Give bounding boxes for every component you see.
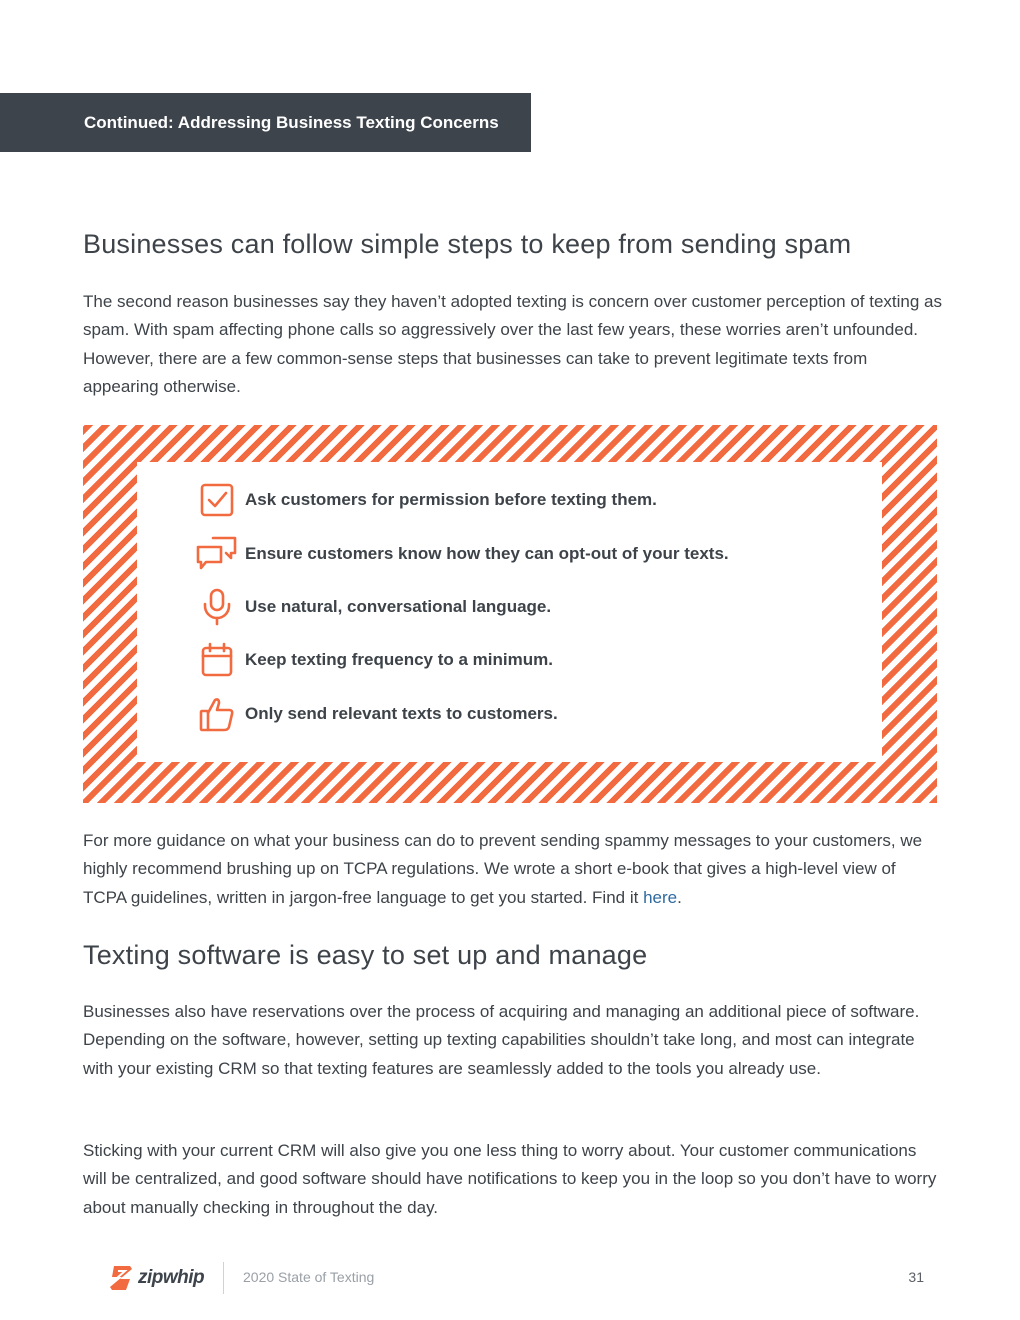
brand-name: zipwhip — [138, 1267, 205, 1288]
zipwhip-logo-icon — [108, 1264, 134, 1292]
guidance-text: For more guidance on what your business can do to prevent sending spammy messages to your customers, we highly recommend brushing up on TCPA regulations. We wrote a short e-book that gives a high-level view of TCPA guidelines, written in jargon-free language to get you started. Find it — [83, 831, 923, 907]
section2-paragraph-1: Businesses also have reservations over the process of acquiring and managing an additional piece of software. Depending on the software, however, setting up texting capabilities shouldn’t take long, and most can integrate with your existing CRM so that texting features are seamlessly added to the tools you already use. — [83, 1002, 920, 1078]
page-footer — [0, 1260, 1020, 1296]
tip-text: Only send relevant texts to customers. — [245, 704, 558, 723]
here-link[interactable]: here — [643, 887, 678, 907]
guidance-paragraph — [83, 827, 943, 912]
section2-heading: Texting software is easy to set up and manage — [83, 940, 648, 970]
footer-divider — [223, 1262, 224, 1294]
tips-callout — [83, 425, 937, 803]
section1-heading: Businesses can follow simple steps to keep from sending spam — [83, 229, 852, 259]
tip-item-permission — [195, 480, 657, 520]
microphone-icon — [195, 587, 239, 627]
tip-item-opt-out — [195, 534, 729, 574]
section2-paragraph-2: Sticking with your current CRM will also give you one less thing to worry about. Your customer communications will be centralized, and good software should have notifications to keep you in the loop so you don’t have to worry about manually checking in throughout the day. — [83, 1141, 937, 1217]
tip-item-relevant — [195, 694, 558, 734]
section1-paragraph: The second reason businesses say they haven’t adopted texting is concern over customer perception of texting as spam. With spam affecting phone calls so aggressively over the last few years, these worries aren’t unfounded. However, there are a few common-sense steps that businesses can take to prevent legitimate texts from appearing otherwise. — [83, 292, 942, 396]
thumbs-up-icon — [195, 694, 239, 734]
page-number: 31 — [908, 1269, 924, 1285]
tip-item-frequency — [195, 640, 553, 680]
guidance-end: . — [677, 887, 682, 907]
tip-text: Ask customers for permission before texting them. — [245, 490, 657, 509]
tip-text: Keep texting frequency to a minimum. — [245, 650, 553, 669]
checkbox-icon — [195, 480, 239, 520]
tip-text: Ensure customers know how they can opt-out of your texts. — [245, 544, 729, 563]
document-title: 2020 State of Texting — [243, 1269, 375, 1285]
section-header-bar — [0, 93, 531, 152]
chat-bubbles-icon — [195, 534, 239, 574]
zipwhip-logo — [108, 1264, 204, 1292]
tips-list — [137, 462, 882, 762]
tip-text: Use natural, conversational language. — [245, 597, 552, 616]
calendar-icon — [195, 640, 239, 680]
tip-item-language — [195, 587, 551, 627]
section-header-title: Continued: Addressing Business Texting Concerns — [84, 112, 499, 132]
